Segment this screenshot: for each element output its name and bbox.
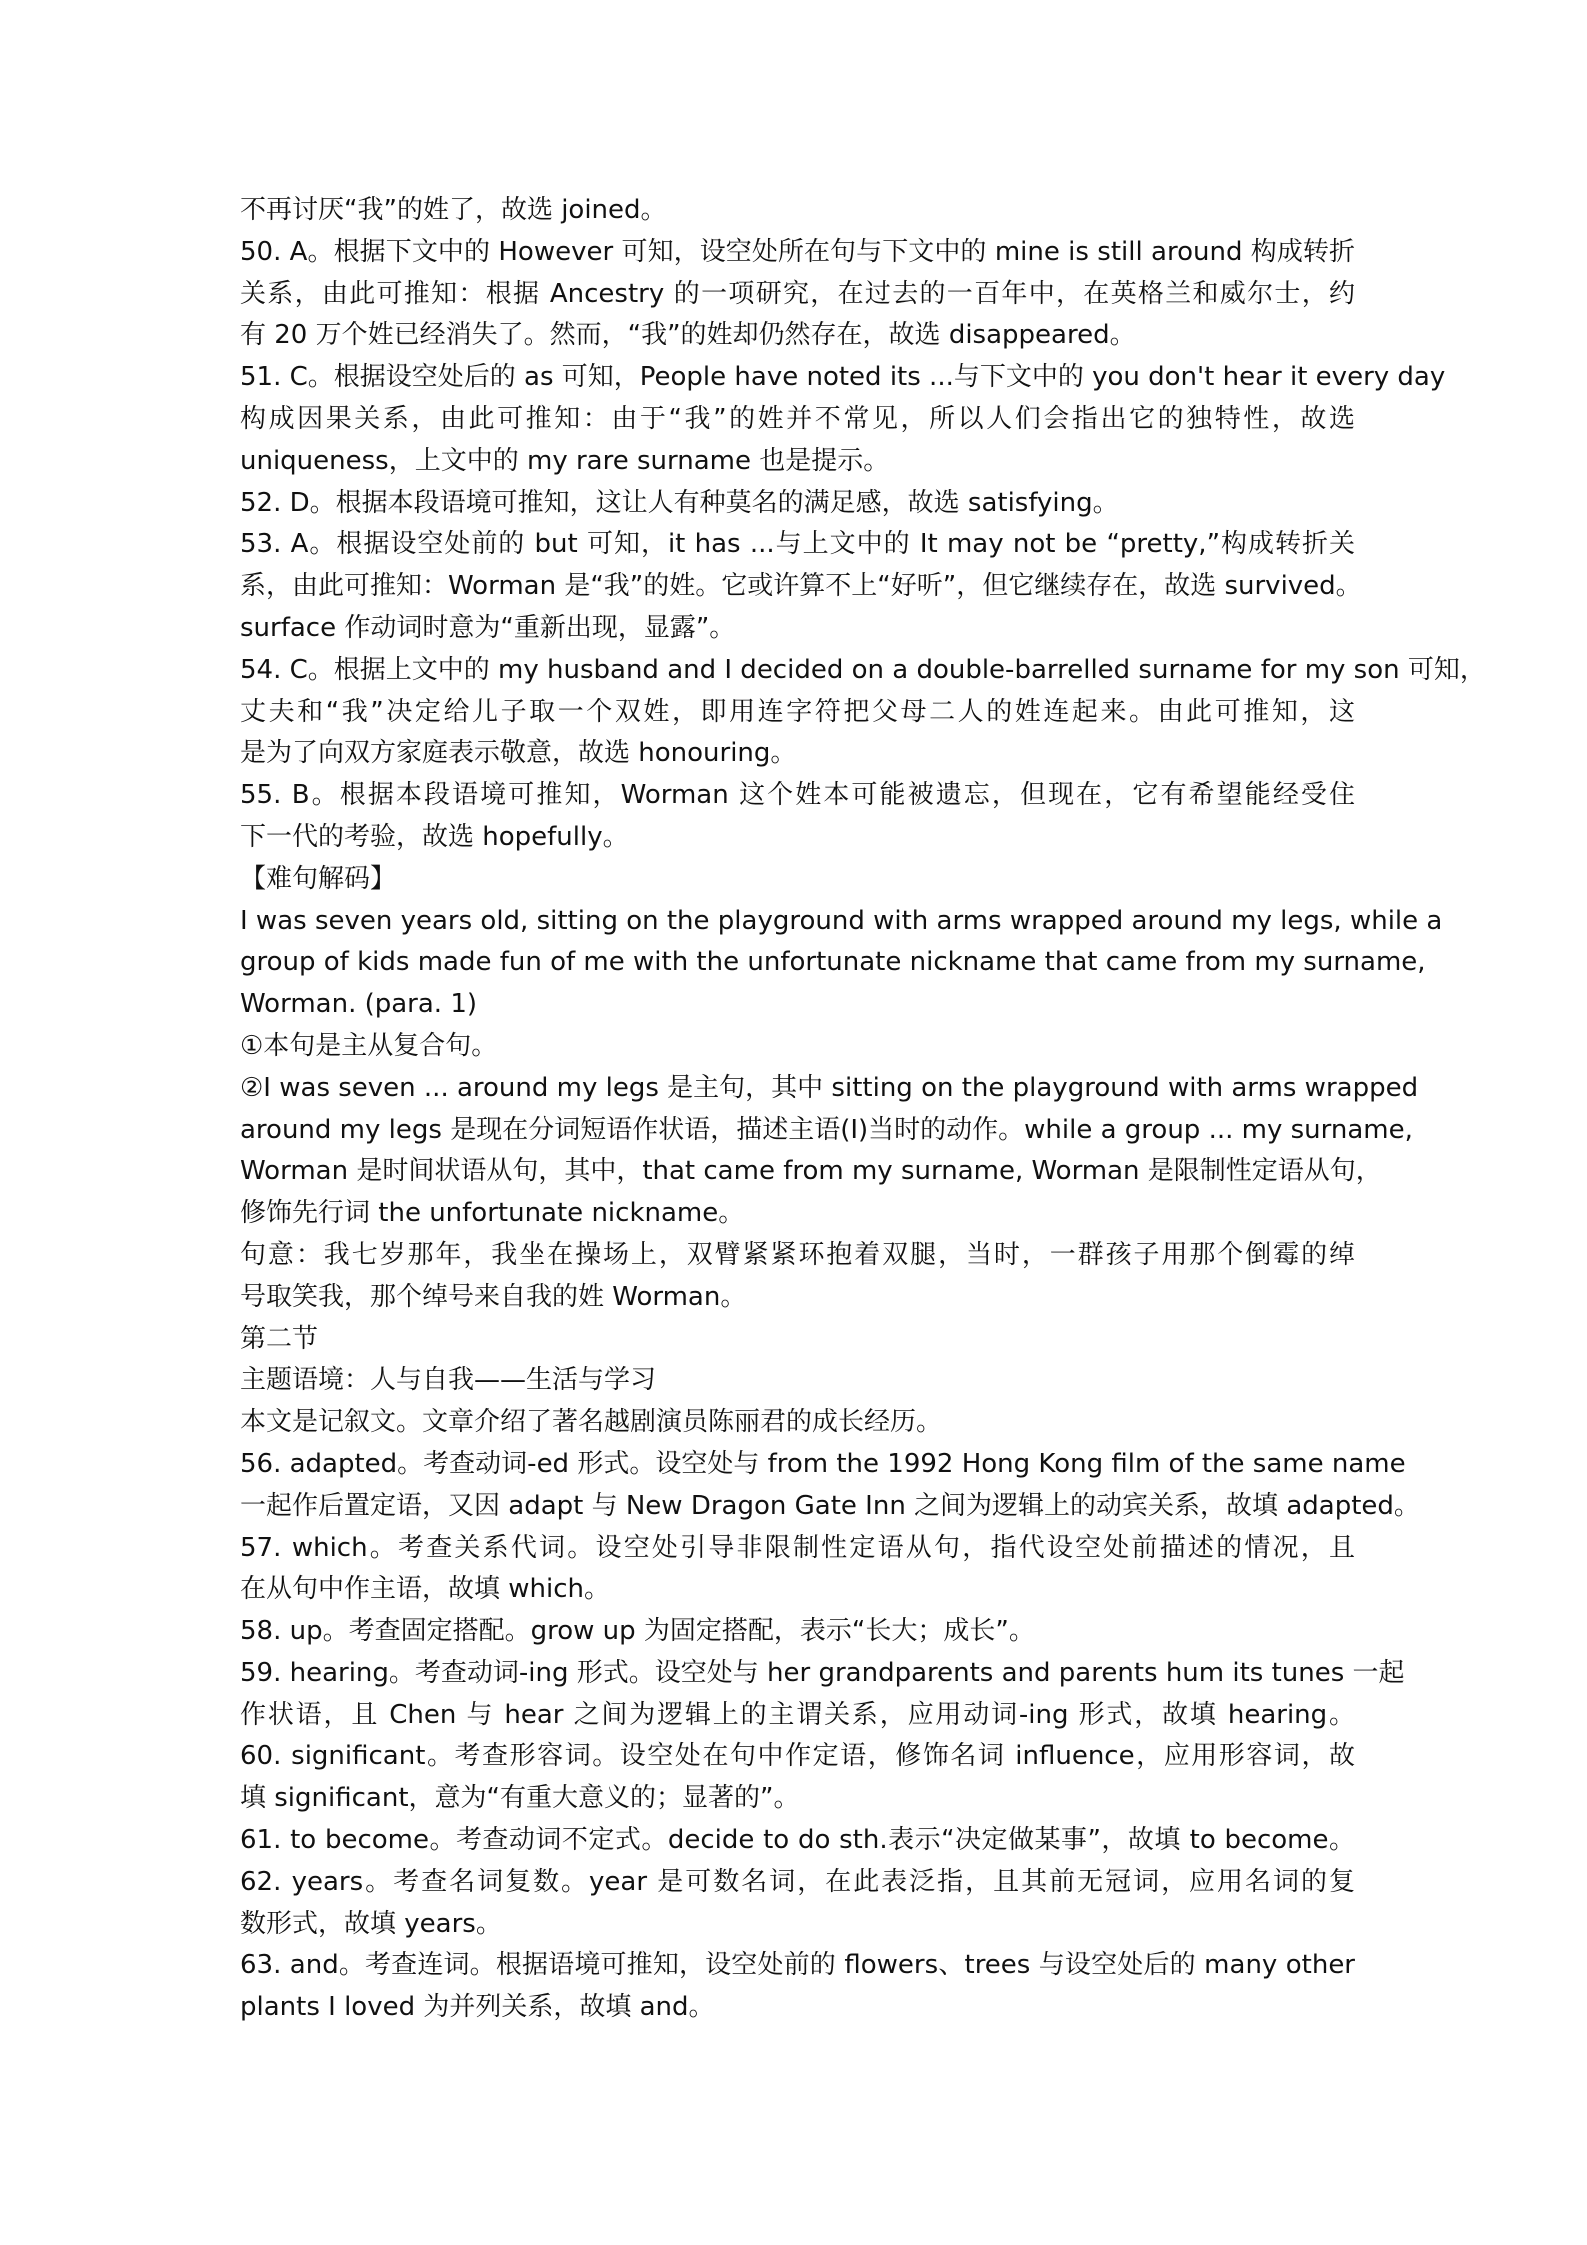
text-line: plants I loved 为并列关系，故填 and。 [240,1992,715,2023]
text-line: 54. C。根据上文中的 my husband and I decided on a double-barrelled surname for my son 可知， [240,654,1486,685]
text-line: 丈夫和“我”决定给儿子取一个双姓，即用连字符把父母二人的姓连起来。由此可推知，这 [240,696,1355,727]
text-line: 构成因果关系，由此可推知：由于“我”的姓并不常见，所以人们会指出它的独特性，故选 [240,403,1355,434]
text-line: 在从句中作主语，故填 which。 [240,1574,611,1605]
text-line: 主题语境：人与自我——生活与学习 [240,1365,657,1396]
text-line: 作状语，且 Chen 与 hear 之间为逻辑上的主谓关系，应用动词-ing 形式，故填 hearing。 [240,1699,1355,1730]
text-line: 一起作后置定语，又因 adapt 与 New Dragon Gate Inn 之间为逻辑上的动宾关系，故填 adapted。 [240,1490,1420,1521]
answer-key-page [240,190,1486,2029]
text-line: ②I was seven ... around my legs 是主句，其中 sitting on the playground with arms wrapped [240,1072,1419,1103]
text-line: Worman 是时间状语从句，其中，that came from my surname, Worman 是限制性定语从句， [240,1156,1382,1187]
text-line: group of kids made fun of me with the unfortunate nickname that came from my surname, [240,947,1426,978]
text-line: 56. adapted。考查动词-ed 形式。设空处与 from the 1992 Hong Kong film of the same name [240,1448,1406,1479]
text-line: 号取笑我，那个绰号来自我的姓 Worman。 [240,1281,747,1312]
text-line: 有 20 万个姓已经消失了。然而，“我”的姓却仍然存在，故选 disappeared。 [240,320,1136,351]
text-line: 62. years。考查名词复数。year 是可数名词，在此表泛指，且其前无冠词，应用名词的复 [240,1866,1355,1897]
text-line: 61. to become。考查动词不定式。decide to do sth.表示“决定做某事”，故填 to become。 [240,1825,1355,1856]
text-line: 52. D。根据本段语境可推知，这让人有种莫名的满足感，故选 satisfying。 [240,487,1119,518]
text-line: 填 significant，意为“有重大意义的；显著的”。 [240,1783,800,1814]
text-line: 53. A。根据设空处前的 but 可知，it has ...与上文中的 It may not be “pretty,”构成转折关 [240,529,1355,560]
text-line: Worman. (para. 1) [240,989,478,1020]
text-line: 55. B。根据本段语境可推知，Worman 这个姓本可能被遗忘，但现在，它有希望能经受住 [240,780,1355,811]
text-line: 是为了向双方家庭表示敬意，故选 honouring。 [240,738,797,769]
text-line: around my legs 是现在分词短语作状语，描述主语(I)当时的动作。while a group ... my surname, [240,1114,1413,1145]
text-line: uniqueness，上文中的 my rare surname 也是提示。 [240,445,890,476]
text-line: 句意：我七岁那年，我坐在操场上，双臂紧紧环抱着双腿，当时，一群孩子用那个倒霉的绰 [240,1239,1355,1270]
text-line: ①本句是主从复合句。 [240,1030,498,1061]
text-line: 修饰先行词 the unfortunate nickname。 [240,1198,745,1229]
text-line: 【难句解码】 [240,863,397,894]
text-line: 不再讨厌“我”的姓了，故选 joined。 [240,195,667,225]
text-line: 第二节 [240,1323,319,1354]
text-line: 59. hearing。考查动词-ing 形式。设空处与 her grandparents and parents hum its tunes 一起 [240,1657,1405,1688]
text-line: 51. C。根据设空处后的 as 可知，People have noted its ...与下文中的 you don't hear it every day [240,362,1446,393]
text-line: 57. which。考查关系代词。设空处引导非限制性定语从句，指代设空处前描述的情况，且 [240,1532,1355,1563]
text-line: 本文是记叙文。文章介绍了著名越剧演员陈丽君的成长经历。 [240,1407,943,1438]
text-line: 下一代的考验，故选 hopefully。 [240,821,629,852]
text-line: surface 作动词时意为“重新出现，显露”。 [240,612,736,643]
text-line: 60. significant。考查形容词。设空处在句中作定语，修饰名词 influence，应用形容词，故 [240,1741,1355,1772]
text-line: 系，由此可推知：Worman 是“我”的姓。它或许算不上“好听”，但它继续存在，故选 survived。 [240,571,1362,602]
text-line: 数形式，故填 years。 [240,1908,502,1939]
text-line: 50. A。根据下文中的 However 可知，设空处所在句与下文中的 mine is still around 构成转折 [240,236,1355,267]
text-line: 58. up。考查固定搭配。grow up 为固定搭配，表示“长大；成长”。 [240,1616,1035,1647]
text-line: I was seven years old, sitting on the playground with arms wrapped around my legs, while a [240,905,1443,936]
text-line: 63. and。考查连词。根据语境可推知，设空处前的 flowers、trees 与设空处后的 many other [240,1950,1355,1981]
text-line: 关系，由此可推知：根据 Ancestry 的一项研究，在过去的一百年中，在英格兰和威尔士，约 [240,278,1355,309]
